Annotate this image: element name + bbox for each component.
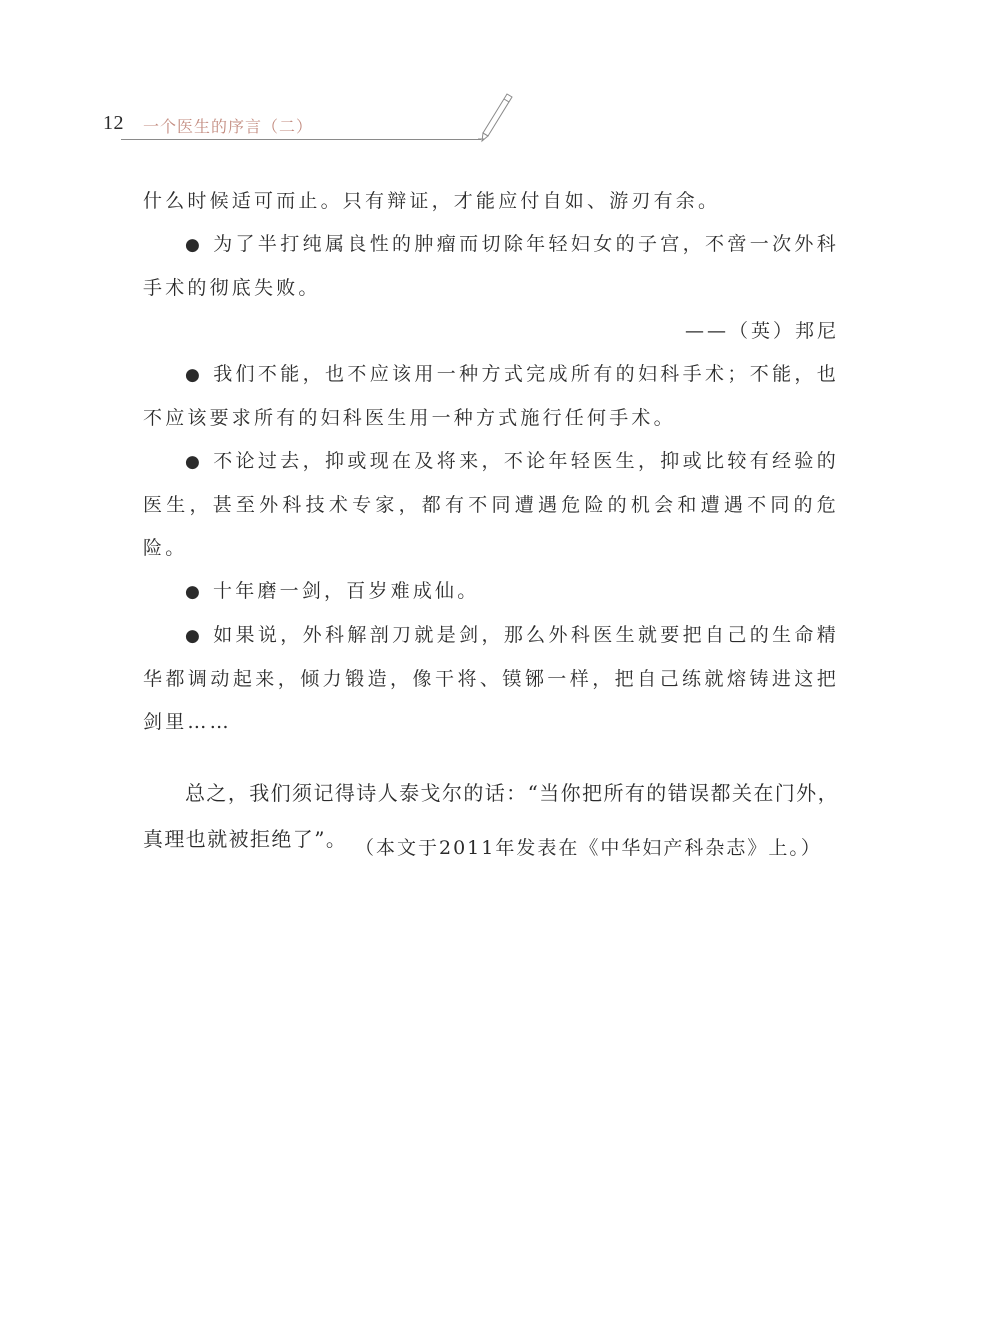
quote-item [143,353,839,440]
page-number: 12 [103,112,124,134]
quote-text: 如果说，外科解剖刀就是剑，那么外科医生就要把自己的生命精华都调动起来，倾力锻造，像干将、镆铘一样，把自己练就熔铸进这把剑里…… [143,624,839,733]
quote-text: 我们不能，也不应该用一种方式完成所有的妇科手术；不能，也不应该要求所有的妇科医生用一种方式施行任何手术。 [143,363,839,429]
bullet-icon: ● [185,626,204,646]
quote-text: 为了半打纯属良性的肿瘤而切除年轻妇女的子宫，不啻一次外科手术的彻底失败。 [143,233,839,299]
quote-text: 十年磨一剑，百岁难成仙。 [213,580,480,602]
quote-text: 不论过去，抑或现在及将来，不论年轻医生，抑或比较有经验的医生，甚至外科技术专家，都有不同遭遇危险的机会和遭遇不同的危险。 [143,450,839,559]
running-title: 一个医生的序言（二） [143,117,314,136]
quote-item [143,570,839,614]
bullet-icon: ● [185,452,204,472]
bullet-icon: ● [185,365,204,385]
paragraph-gap [143,744,839,770]
paragraph-continued: 什么时候适可而止。只有辩证，才能应付自如、游刃有余。 [143,190,721,212]
quote-item [143,614,839,744]
header-rule [121,139,481,140]
page-header [0,0,998,160]
bullet-icon: ● [185,582,204,602]
page-content [143,180,839,862]
quote-item [143,440,839,570]
quote-item [143,223,839,310]
quote-attribution: ——（英）邦尼 [684,320,839,342]
closing-paragraph: 总之，我们须记得诗人泰戈尔的话：“当你把所有的错误都关在门外，真理也就被拒绝了”。 [143,781,839,851]
publication-note: （本文于2011年发表在《中华妇产科杂志》上。） [355,837,822,859]
fountain-pen-icon [474,92,514,144]
bullet-icon: ● [185,235,204,255]
